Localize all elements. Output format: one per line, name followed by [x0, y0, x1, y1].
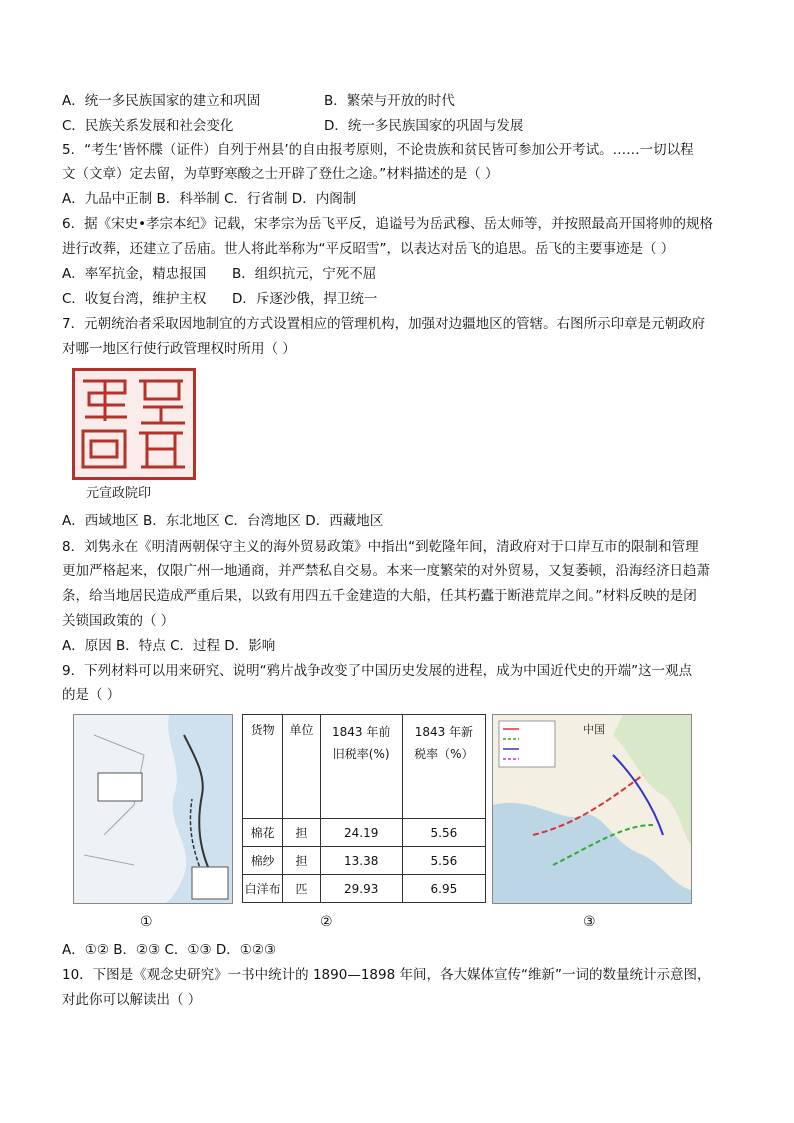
q7-stem-line2: 对哪一地区行使行政管理权时所用（ ） [62, 341, 296, 357]
q5-stem-line1: 5．“考生‘皆怀牒（证件）自列于州县’的自由报考原则，不论贵族和贫民皆可参加公开考试。……一切以程 [62, 142, 694, 158]
q5-options: A．九品中正制 B．科举制 C．行省制 D．内阁制 [62, 191, 357, 207]
cell-old-rate: 24.19 [320, 819, 402, 847]
q4-option-d: D．统一多民族国家的巩固与发展 [324, 118, 524, 134]
header-new-rate: 1843 年新税率（%） [402, 715, 485, 819]
opium-war-map [73, 714, 233, 904]
war-map [492, 714, 692, 904]
cell-new-rate: 6.95 [402, 875, 485, 903]
cell-goods: 白洋布 [243, 875, 283, 903]
q4-option-c: C．民族关系发展和社会变化 [62, 118, 234, 134]
q10-stem-line1: 10．下图是《观念史研究》一书中统计的 1890—1898 年间，各大媒体宣传“维新”一词的数量统计示意图， [62, 967, 711, 983]
cell-unit: 担 [283, 819, 320, 847]
q6-option-a: A．率军抗金，精忠报国 [62, 266, 207, 282]
q9-stem-line2: 的是（ ） [62, 687, 121, 703]
q6-option-d: D．斥逐沙俄，捍卫统一 [232, 291, 378, 307]
cell-unit: 匹 [283, 875, 320, 903]
seal-glyphs-icon [75, 371, 193, 477]
header-goods: 货物 [243, 715, 283, 819]
q4-options-row2 [62, 117, 523, 135]
cell-old-rate: 29.93 [320, 875, 402, 903]
q4-option-a: A．统一多民族国家的建立和巩固 [62, 93, 261, 109]
q6-stem-line2: 进行改葬，还建立了岳庙。世人将此举称为“平反昭雪”，以表达对岳飞的追思。岳飞的主要事迹是（ ） [62, 241, 675, 257]
tax-rate-table [242, 714, 486, 903]
table-row [243, 875, 486, 903]
table-header-row [243, 715, 486, 819]
q6-option-c: C．收复台湾，维护主权 [62, 291, 207, 307]
q6-option-b: B．组织抗元，宁死不屈 [232, 266, 377, 282]
q4-options-row1 [62, 92, 455, 110]
figure-label-2: ② [320, 914, 333, 930]
cell-old-rate: 13.38 [320, 847, 402, 875]
q6-options-row2 [62, 290, 377, 308]
q8-stem-line3: 条，给当地居民造成严重后果，以致有用四五千金建造的大船，任其朽蠹于断港荒岸之间。”材料反映的是闭 [62, 588, 697, 604]
q8-stem-line1: 8．刘隽永在《明清两朝保守主义的海外贸易政策》中指出“到乾隆年间，清政府对于口岸互市的限制和管理 [62, 539, 699, 555]
cell-new-rate: 5.56 [402, 819, 485, 847]
coastline-map-icon [74, 715, 232, 903]
table-row [243, 847, 486, 875]
q6-stem-line1: 6．据《宋史•孝宗本纪》记载，宋孝宗为岳飞平反，追谥号为岳武穆、岳太师等，并按照最高开国将帅的规格 [62, 216, 714, 232]
q8-stem-line4: 关锁国政策的（ ） [62, 613, 175, 629]
header-unit: 单位 [283, 715, 320, 819]
yuan-seal-figure [68, 364, 202, 502]
table-row [243, 819, 486, 847]
cell-unit: 担 [283, 847, 320, 875]
q4-option-b: B．繁荣与开放的时代 [324, 93, 455, 109]
q8-stem-line2: 更加严格起来，仅限广州一地通商，并严禁私自交易。本来一度繁荣的对外贸易，又复萎顿，沿海经济日趋萧 [62, 563, 710, 579]
q9-options: A．①② B．②③ C．①③ D．①②③ [62, 942, 277, 958]
seal-image [72, 368, 196, 480]
q9-stem-line1: 9．下列材料可以用来研究、说明“鸦片战争改变了中国历史发展的进程，成为中国近代史的开端”这一观点 [62, 663, 693, 679]
q7-stem-line1: 7．元朝统治者采取因地制宜的方式设置相应的管理机构，加强对边疆地区的管辖。右图所示印章是元朝政府 [62, 316, 706, 332]
cell-new-rate: 5.56 [402, 847, 485, 875]
q7-options: A．西域地区 B．东北地区 C．台湾地区 D．西藏地区 [62, 513, 384, 529]
q8-options: A．原因 B．特点 C．过程 D．影响 [62, 638, 276, 654]
sea-map-icon [493, 715, 691, 903]
q10-stem-line2: 对此你可以解读出（ ） [62, 992, 202, 1008]
map3-title: 中国 [583, 723, 605, 736]
cell-goods: 棉纱 [243, 847, 283, 875]
header-old-rate: 1843 年前旧税率(%) [320, 715, 402, 819]
cell-goods: 棉花 [243, 819, 283, 847]
figure-label-3: ③ [583, 914, 596, 930]
figure-label-1: ① [140, 914, 153, 930]
q5-stem-line2: 文（文章）定去留，为草野寒酸之士开辟了登仕之途。”材料描述的是（ ） [62, 166, 499, 182]
q6-options-row1 [62, 265, 376, 283]
seal-caption: 元宣政院印 [86, 486, 152, 501]
